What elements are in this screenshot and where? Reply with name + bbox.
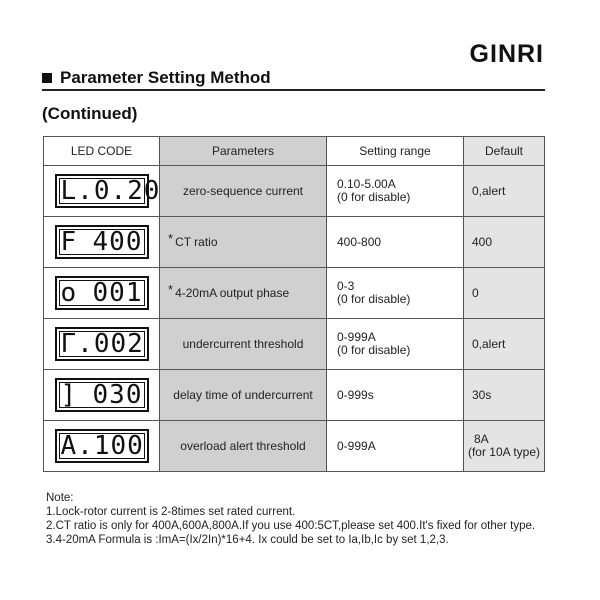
range-line-1: 0.10-5.00A xyxy=(337,177,396,191)
parameter-name: 4-20mA output phase xyxy=(175,285,290,300)
range-line-2: (0 for disable) xyxy=(337,343,411,357)
parameter-cell xyxy=(160,319,327,370)
parameter-name: undercurrent threshold xyxy=(182,337,304,351)
led-left-segment: F xyxy=(60,227,78,257)
default-cell xyxy=(464,166,545,217)
range-line-1: 0-999A xyxy=(337,330,376,344)
setting-range-cell xyxy=(327,319,464,370)
title-divider xyxy=(42,89,545,91)
setting-range-cell xyxy=(327,268,464,319)
default-line-2: (for 10A type) xyxy=(467,445,541,459)
led-display xyxy=(55,276,149,310)
led-right-segment: 100 xyxy=(93,431,144,461)
setting-range-cell xyxy=(327,166,464,217)
led-left-segment: A. xyxy=(60,431,94,461)
led-code-cell xyxy=(44,268,160,319)
led-display xyxy=(55,429,149,463)
default-cell xyxy=(464,370,545,421)
table-header-row xyxy=(44,137,545,166)
header-led-code: LED CODE xyxy=(44,137,160,166)
parameter-name: overload alert threshold xyxy=(180,439,306,453)
led-left-segment: Γ. xyxy=(60,329,94,359)
led-code-cell xyxy=(44,166,160,217)
led-left-segment: o xyxy=(60,278,78,308)
default-line-1: 0,alert xyxy=(472,336,506,351)
notes-section xyxy=(46,491,556,547)
note-line-2: 2.CT ratio is only for 400A,600A,800A.If you use 400:5CT,please set 400.It's fixed for other type. xyxy=(46,520,536,532)
note-line-3: 3.4-20mA Formula is :ImA=(Ix/2In)*16+4. Ix could be set to Ia,Ib,Ic by set 1,2,3. xyxy=(46,534,449,546)
header-parameters: Parameters xyxy=(160,137,327,166)
led-display xyxy=(55,327,149,361)
table-row xyxy=(44,319,545,370)
parameter-name: CT ratio xyxy=(175,234,218,249)
range-line-1: 0-999s xyxy=(337,387,374,402)
parameter-table xyxy=(43,136,545,472)
header-setting-range: Setting range xyxy=(327,137,464,166)
led-code-cell xyxy=(44,319,160,370)
parameter-name: zero-sequence current xyxy=(182,184,304,198)
section-title xyxy=(42,68,271,88)
default-line-1: 8A xyxy=(474,432,489,446)
default-line-1: 400 xyxy=(472,234,493,249)
led-code-cell xyxy=(44,217,160,268)
parameter-cell xyxy=(160,217,327,268)
bullet-square-icon xyxy=(42,73,52,83)
range-line-2: (0 for disable) xyxy=(337,292,411,306)
setting-range-cell xyxy=(327,217,464,268)
table-row xyxy=(44,217,545,268)
footnote-star: * xyxy=(168,230,174,246)
parameter-cell xyxy=(160,421,327,472)
parameter-cell xyxy=(160,370,327,421)
led-display xyxy=(55,225,149,259)
section-title-text: Parameter Setting Method xyxy=(60,68,271,87)
led-right-segment: 030 xyxy=(92,380,143,410)
led-left-segment: ] xyxy=(60,380,78,410)
range-line-2: (0 for disable) xyxy=(337,190,411,204)
table-row xyxy=(44,370,545,421)
default-line-1: 0 xyxy=(472,285,479,300)
range-line-1: 400-800 xyxy=(337,234,382,249)
parameter-name: delay time of undercurrent xyxy=(173,388,313,402)
led-right-segment: 0.20 xyxy=(93,176,161,206)
default-cell xyxy=(464,268,545,319)
default-line-1: 0,alert xyxy=(472,183,506,198)
setting-range-cell xyxy=(327,421,464,472)
table-row xyxy=(44,166,545,217)
table-row xyxy=(44,268,545,319)
led-display xyxy=(55,378,149,412)
parameter-cell xyxy=(160,166,327,217)
led-right-segment: 002 xyxy=(93,329,144,359)
parameter-cell xyxy=(160,268,327,319)
continued-label: (Continued) xyxy=(42,104,138,123)
footnote-star: * xyxy=(168,281,174,297)
led-code-cell xyxy=(44,370,160,421)
table-row xyxy=(44,421,545,472)
default-cell xyxy=(464,421,545,472)
led-right-segment: 400 xyxy=(92,227,143,257)
header-default: Default xyxy=(464,137,545,166)
led-left-segment: L. xyxy=(60,176,94,206)
notes-heading: Note: xyxy=(46,492,74,504)
led-code-cell xyxy=(44,421,160,472)
range-line-1: 0-999A xyxy=(337,438,376,453)
default-cell xyxy=(464,217,545,268)
default-cell xyxy=(464,319,545,370)
default-line-1: 30s xyxy=(472,387,492,402)
led-display xyxy=(55,174,161,208)
brand-logo-text: GINRI xyxy=(469,40,544,68)
led-right-segment: 001 xyxy=(92,278,143,308)
range-line-1: 0-3 xyxy=(337,279,355,293)
setting-range-cell xyxy=(327,370,464,421)
note-line-1: 1.Lock-rotor current is 2-8times set rated current. xyxy=(46,506,296,518)
